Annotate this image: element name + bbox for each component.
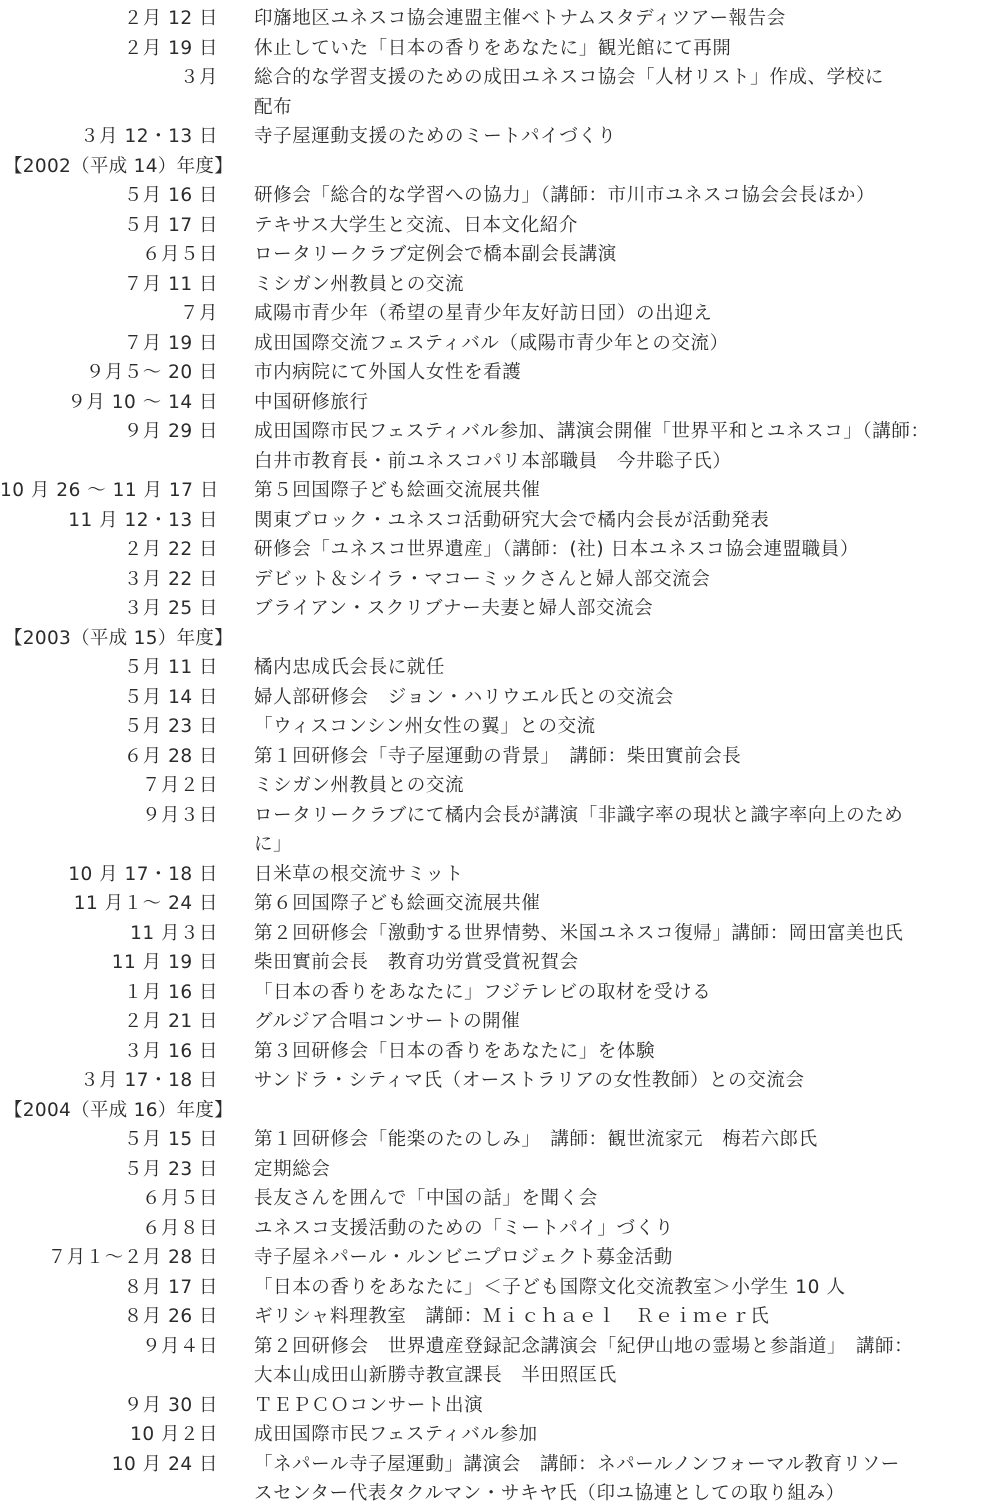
entry-date: 10 月 24 日 — [111, 1453, 218, 1475]
entry-event: 定期総会 — [254, 1158, 331, 1180]
entry-date: ３月 — [179, 67, 218, 88]
entry-date: ５月 15 日 — [123, 1129, 218, 1150]
entry-date: ５月 16 日 — [123, 185, 218, 206]
timeline-entry — [0, 889, 1000, 919]
entry-event: 咸陽市青少年（希望の星青少年友好訪日団）の出迎え — [254, 303, 713, 324]
entry-date: ５月 11 日 — [123, 657, 218, 678]
entry-date: ５月 14 日 — [123, 686, 218, 708]
entry-event: グルジア合唱コンサートの開催 — [254, 1011, 521, 1032]
entry-event: 総合的な学習支援のための成田ユネスコ協会「人材リスト」作成、学校に 配布 — [254, 67, 884, 118]
timeline-entry — [0, 1302, 1000, 1332]
timeline-entry — [0, 211, 1000, 241]
timeline-entry — [0, 1037, 1000, 1067]
timeline-entry — [0, 594, 1000, 624]
entry-date: ７月 — [179, 303, 218, 324]
entry-date: ８月 26 日 — [123, 1306, 218, 1327]
entry-date: ６月８日 — [141, 1217, 218, 1239]
timeline-entry — [0, 1450, 1000, 1509]
timeline-entry — [0, 1184, 1000, 1214]
entry-event: ブライアン・スクリブナー夫妻と婦人部交流会 — [254, 598, 654, 619]
timeline-entry — [0, 653, 1000, 683]
timeline-entry — [0, 506, 1000, 536]
entry-event: 「日本の香りをあなたに」フジテレビの取材を受ける — [254, 981, 712, 1003]
entry-date: ３月 25 日 — [123, 598, 218, 619]
entry-date: ９月５～ 20 日 — [85, 362, 218, 383]
entry-event: 第３回研修会「日本の香りをあなたに」を体験 — [254, 1040, 656, 1062]
fiscal-year-heading: 【2004（平成 16）年度】 — [4, 1099, 234, 1121]
entry-event: 婦人部研修会 ジョン・ハリウエル氏との交流会 — [254, 686, 674, 708]
fiscal-year-heading: 【2002（平成 14）年度】 — [4, 155, 234, 177]
entry-date: 11 月 12・13 日 — [68, 509, 218, 531]
entry-date: ６月５日 — [141, 1188, 218, 1209]
entry-event: 「ネパール寺子屋運動」講演会 講師：ネパールノンフォーマル教育リソー スセンター代表タクルマン・サキヤ氏（印ユ協連としての取り組み） — [254, 1453, 900, 1504]
entry-date: ８月 17 日 — [123, 1276, 218, 1298]
timeline-entry — [0, 1214, 1000, 1244]
entry-date: ３月 16 日 — [123, 1040, 218, 1062]
entry-date: 11 月 19 日 — [111, 952, 218, 973]
timeline-entry — [0, 1007, 1000, 1037]
timeline-entry — [0, 1243, 1000, 1273]
timeline-entry — [0, 1125, 1000, 1155]
entry-event: 第２回研修会「激動する世界情勢、米国ユネスコ復帰」講師：岡田富美也氏 — [254, 922, 904, 944]
entry-date: ５月 17 日 — [123, 214, 218, 236]
timeline-entry — [0, 742, 1000, 772]
entry-date: ５月 23 日 — [123, 1158, 218, 1180]
timeline-entry — [0, 948, 1000, 978]
entry-event: 休止していた「日本の香りをあなたに」観光館にて再開 — [254, 37, 732, 59]
timeline-entry — [0, 4, 1000, 34]
entry-event: 研修会「ユネスコ世界遺産」（講師：(社) 日本ユネスコ協会連盟職員） — [254, 539, 859, 560]
entry-date: ６月 28 日 — [123, 745, 218, 767]
entry-event: ミシガン州教員との交流 — [254, 775, 465, 796]
timeline-entry — [0, 771, 1000, 801]
entry-date: ２月 19 日 — [123, 37, 218, 59]
timeline-entry — [0, 417, 1000, 476]
timeline-entry — [0, 683, 1000, 713]
entry-date: ９月３日 — [141, 804, 218, 826]
timeline-entry — [0, 122, 1000, 152]
timeline-entry — [0, 1066, 1000, 1096]
entry-date: ３月 17・18 日 — [80, 1070, 218, 1091]
entry-event: サンドラ・シティマ氏（オーストラリアの女性教師）との交流会 — [254, 1070, 805, 1091]
timeline-entry — [0, 181, 1000, 211]
timeline-entry — [0, 270, 1000, 300]
entry-event: 橘内忠成氏会長に就任 — [254, 657, 446, 678]
entry-date: ９月 10 ～ 14 日 — [67, 391, 218, 413]
entry-event: ロータリークラブ定例会で橋本副会長講演 — [254, 244, 617, 265]
entry-event: 成田国際交流フェスティバル（咸陽市青少年との交流） — [254, 332, 729, 354]
entry-event: 第５回国際子ども絵画交流展共催 — [254, 480, 541, 501]
timeline-entry — [0, 240, 1000, 270]
entry-event: 寺子屋ネパール・ルンビニプロジェクト募金活動 — [254, 1247, 673, 1268]
timeline-entry — [0, 919, 1000, 949]
entry-date: ７月 11 日 — [123, 273, 218, 295]
timeline-entry — [0, 801, 1000, 860]
entry-event: 第１回研修会「寺子屋運動の背景」 講師：柴田實前会長 — [254, 745, 742, 767]
entry-event: 印旛地区ユネスコ協会連盟主催ベトナムスタディツアー報告会 — [254, 8, 786, 29]
entry-date: 11 月３日 — [130, 922, 218, 944]
entry-date: ５月 23 日 — [123, 716, 218, 737]
timeline-entry — [0, 476, 1000, 506]
entry-event: テキサス大学生と交流、日本文化紹介 — [254, 214, 578, 236]
entry-date: ３月 22 日 — [123, 568, 218, 590]
timeline-entry — [0, 358, 1000, 388]
entry-date: ７月 19 日 — [123, 332, 218, 354]
entry-date: ２月 12 日 — [123, 8, 218, 29]
entry-date: ９月 30 日 — [123, 1394, 218, 1416]
timeline-entry — [0, 565, 1000, 595]
timeline-entry — [0, 978, 1000, 1008]
entry-event: 研修会「総合的な学習への協力」（講師：市川市ユネスコ協会会長ほか） — [254, 185, 876, 206]
entry-event: 中国研修旅行 — [254, 391, 369, 413]
timeline-entry — [0, 34, 1000, 64]
timeline-entry — [0, 63, 1000, 122]
entry-event: ロータリークラブにて橘内会長が講演「非識字率の現状と識字率向上のため に」 — [254, 804, 904, 855]
entry-date: ２月 21 日 — [123, 1011, 218, 1032]
timeline-entry — [0, 1273, 1000, 1303]
entry-event: 第２回研修会 世界遺産登録記念講演会「紀伊山地の霊場と参詣道」 講師： 大本山成田山新勝寺教宣課長 半田照匡氏 — [254, 1335, 914, 1386]
entry-event: 日米草の根交流サミット — [254, 863, 464, 885]
timeline-entry — [0, 1155, 1000, 1185]
timeline-entry — [0, 535, 1000, 565]
timeline-entry — [0, 388, 1000, 418]
entry-event: ギリシャ料理教室 講師：Ｍｉｃｈａｅｌ Ｒｅｉｍｅｒ氏 — [254, 1306, 770, 1327]
entry-event: ユネスコ支援活動のための「ミートパイ」づくり — [254, 1217, 674, 1239]
entry-event: 第６回国際子ども絵画交流展共催 — [254, 893, 541, 914]
entry-date: ３月 12・13 日 — [80, 126, 218, 147]
entry-date: ７月１～２月 28 日 — [47, 1247, 218, 1268]
entry-date: 10 月２日 — [130, 1424, 218, 1445]
entry-date: 10 月 17・18 日 — [68, 863, 218, 885]
entry-date: ７月２日 — [141, 775, 218, 796]
entry-event: 長友さんを囲んで「中国の話」を聞く会 — [254, 1188, 598, 1209]
entry-date: ９月４日 — [141, 1335, 218, 1357]
entry-event: 成田国際市民フェスティバル参加 — [254, 1424, 538, 1445]
entry-event: 関東ブロック・ユネスコ活動研究大会で橘内会長が活動発表 — [254, 509, 770, 531]
entry-date: ２月 22 日 — [123, 539, 218, 560]
entry-event: 柴田實前会長 教育功労賞受賞祝賀会 — [254, 952, 579, 973]
entry-date: １月 16 日 — [123, 981, 218, 1003]
entry-event: 成田国際市民フェスティバル参加、講演会開催「世界平和とユネスコ」（講師： 白井市教育長・前ユネスコパリ本部職員 今井聡子氏） — [254, 421, 930, 472]
timeline-entry — [0, 299, 1000, 329]
entry-event: ＴＥＰＣＯコンサート出演 — [254, 1394, 484, 1416]
timeline-entry — [0, 712, 1000, 742]
entry-event: 市内病院にて外国人女性を看護 — [254, 362, 522, 383]
entry-event: デビット＆シイラ・マコーミックさんと婦人部交流会 — [254, 568, 711, 590]
timeline-entry — [0, 329, 1000, 359]
entry-date: 10 月 26 ～ 11 月 17 日 — [0, 480, 219, 501]
entry-date: 11 月１～ 24 日 — [73, 893, 218, 914]
entry-date: ６月５日 — [141, 244, 218, 265]
entry-event: ミシガン州教員との交流 — [254, 273, 465, 295]
entry-event: 寺子屋運動支援のためのミートパイづくり — [254, 126, 617, 147]
timeline-entry — [0, 1391, 1000, 1421]
entry-date: ９月 29 日 — [123, 421, 218, 442]
entry-event: 第１回研修会「能楽のたのしみ」 講師：観世流家元 梅若六郎氏 — [254, 1129, 818, 1150]
timeline-entry — [0, 860, 1000, 890]
timeline-entry — [0, 1332, 1000, 1391]
activity-timeline — [0, 4, 1000, 1509]
entry-event: 「ウィスコンシン州女性の翼」との交流 — [254, 716, 596, 737]
timeline-entry — [0, 1420, 1000, 1450]
entry-event: 「日本の香りをあなたに」＜子ども国際文化交流教室＞小学生 10 人 — [254, 1276, 846, 1298]
fiscal-year-heading: 【2003（平成 15）年度】 — [4, 627, 234, 649]
